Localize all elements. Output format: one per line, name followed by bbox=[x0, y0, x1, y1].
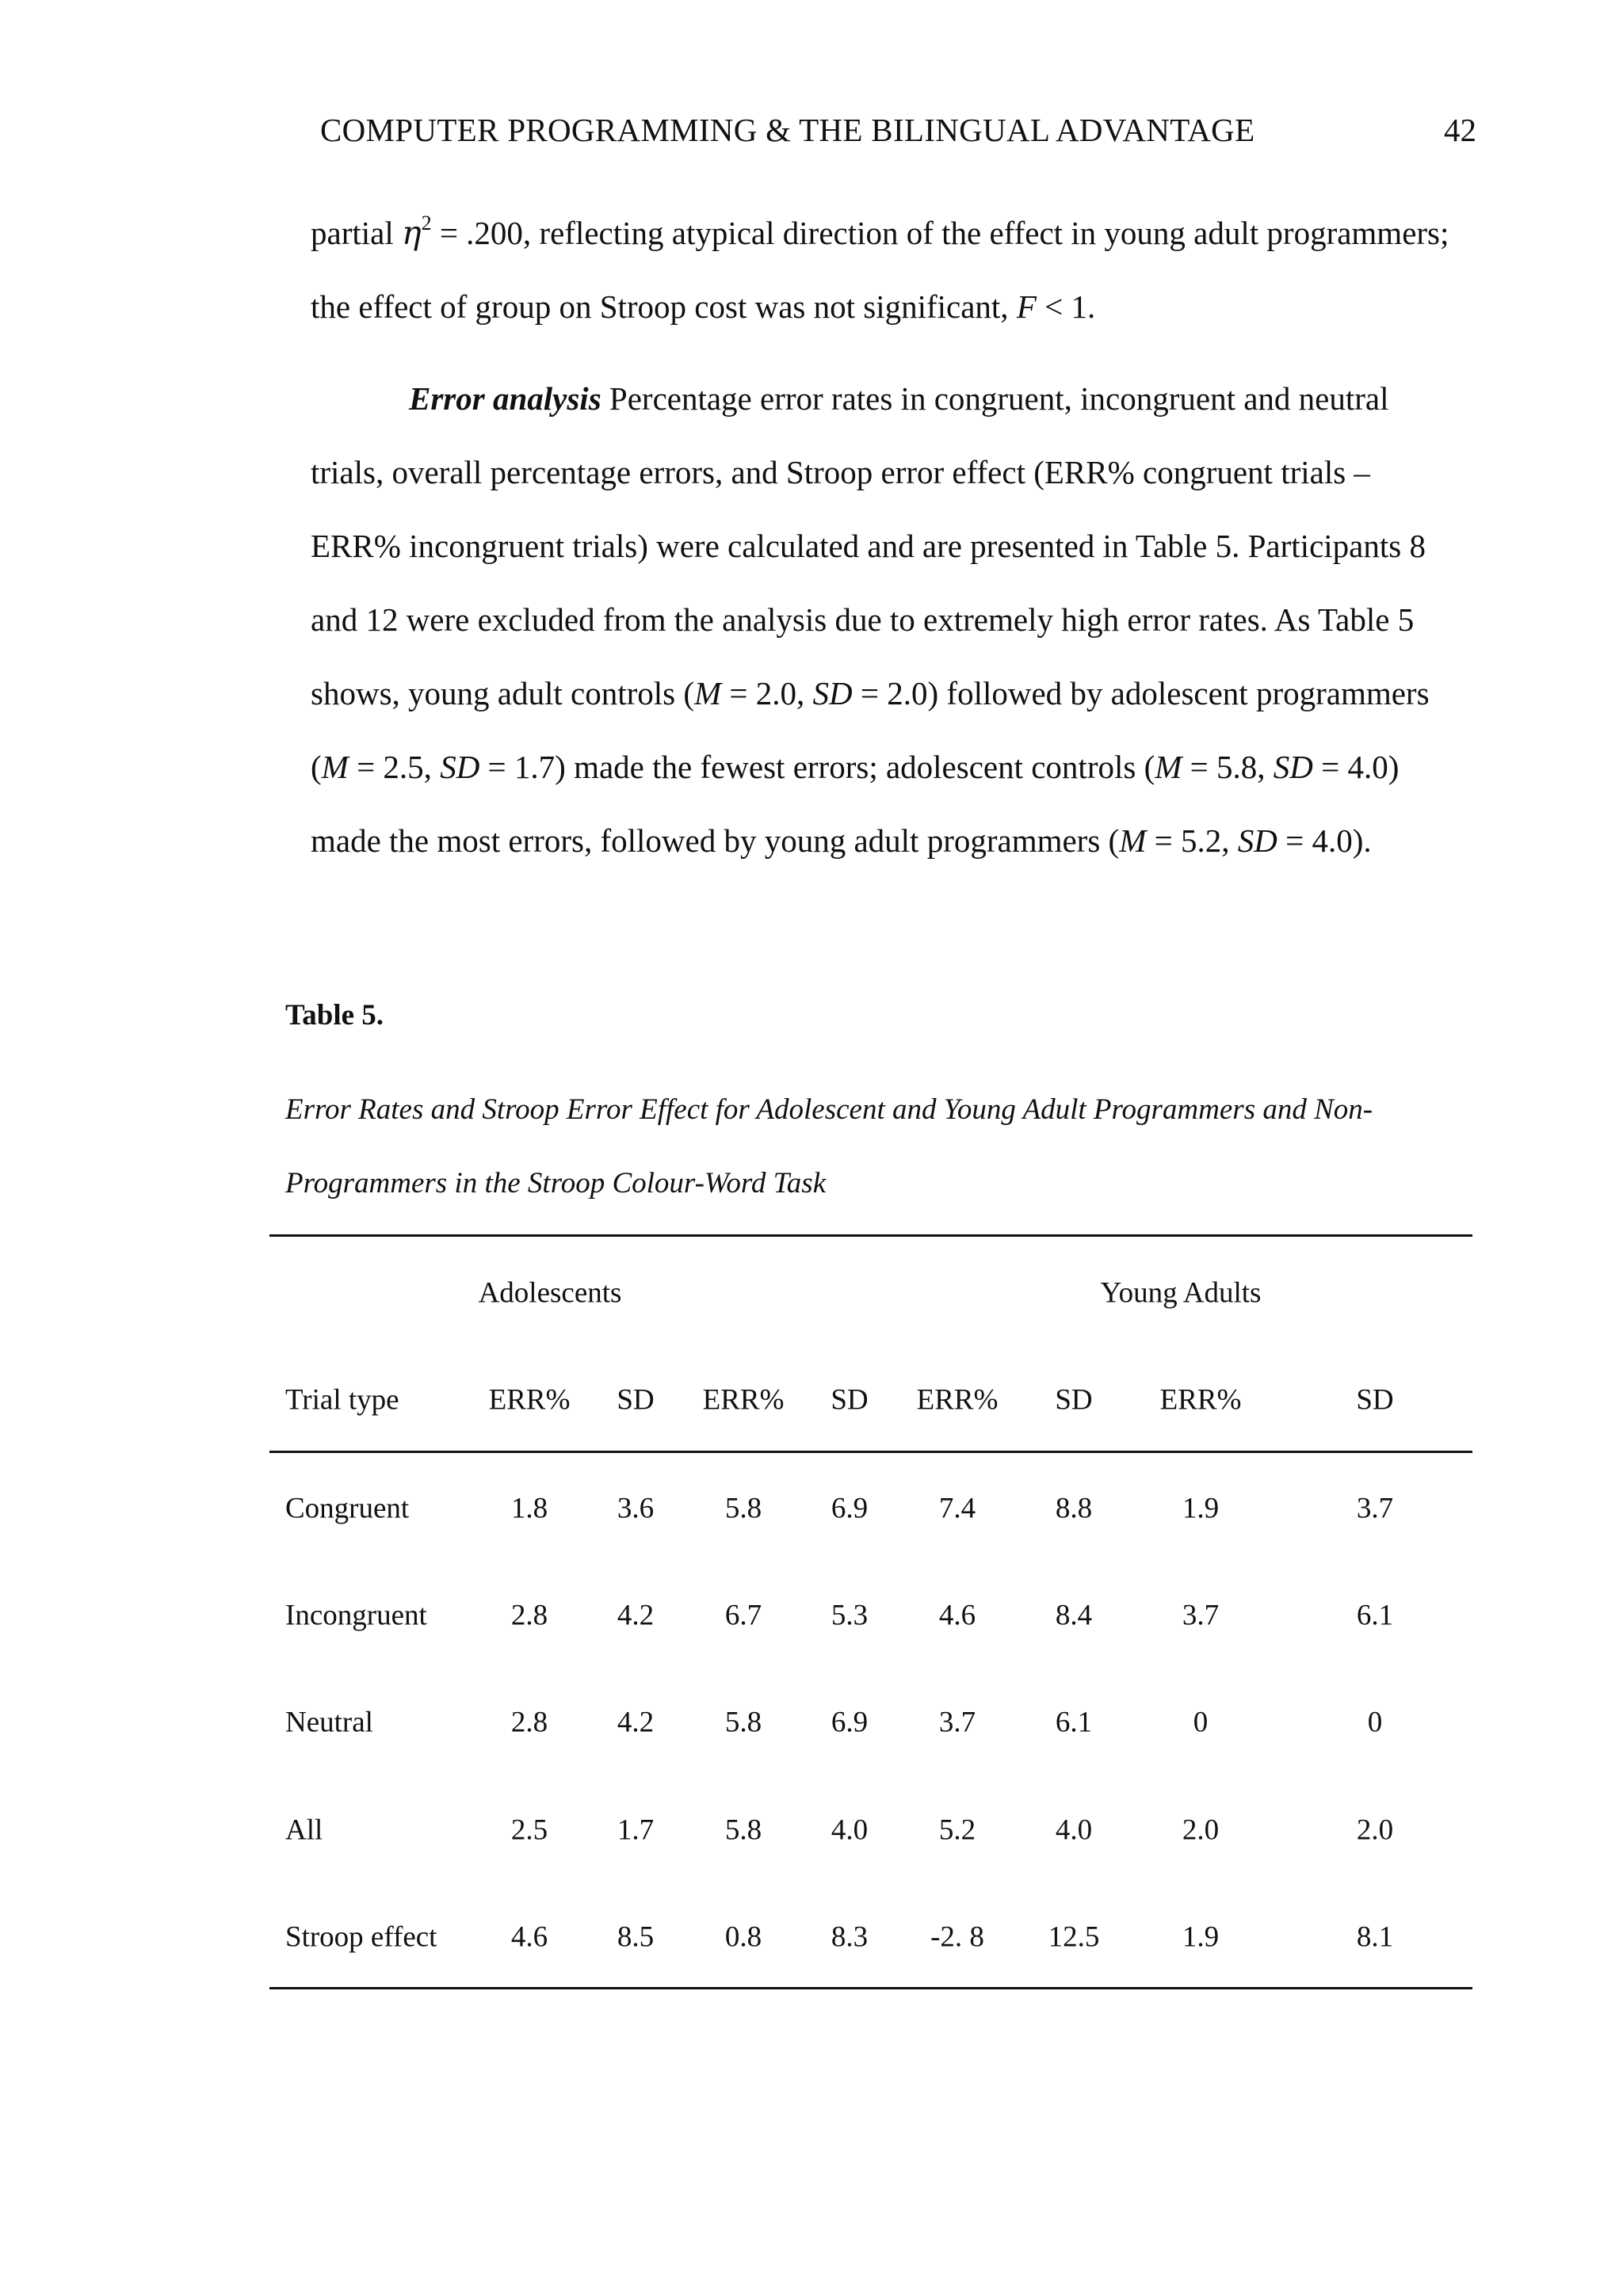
text-run: = 5.8, bbox=[1182, 749, 1274, 785]
table-cell: 5.3 bbox=[831, 1599, 869, 1632]
page-number: 42 bbox=[1444, 112, 1476, 148]
table-column-header: SD bbox=[831, 1383, 869, 1417]
table-cell: -2. 8 bbox=[930, 1920, 984, 1954]
table-cell: 0 bbox=[1193, 1706, 1209, 1739]
table-cell: 1.7 bbox=[617, 1814, 655, 1847]
table-cell: 4.0 bbox=[831, 1814, 869, 1847]
table-cell: 6.7 bbox=[724, 1599, 762, 1632]
superscript: 2 bbox=[421, 212, 432, 235]
text-run: = 4.0). bbox=[1277, 822, 1372, 859]
table-cell: 5.8 bbox=[724, 1492, 762, 1525]
table-row-label: Incongruent bbox=[285, 1599, 427, 1632]
italic-symbol: M bbox=[694, 675, 722, 711]
table-cell: 1.8 bbox=[510, 1492, 548, 1525]
table-column-header: ERR% bbox=[1159, 1383, 1242, 1417]
paragraph-line: trials, overall percentage errors, and Stroop error effect (ERR% congruent trials – bbox=[311, 454, 1370, 490]
table-cell: 2.0 bbox=[1356, 1814, 1394, 1847]
text-run: = 1.7) made the fewest errors; adolescent controls ( bbox=[479, 749, 1155, 785]
table-cell: 0.8 bbox=[724, 1920, 762, 1954]
table-cell: 8.1 bbox=[1356, 1920, 1394, 1954]
table-cell: 12.5 bbox=[1048, 1920, 1100, 1954]
table-group-header: Adolescents bbox=[478, 1276, 622, 1310]
table-column-header: Trial type bbox=[285, 1383, 399, 1417]
italic-symbol: M bbox=[1155, 749, 1182, 785]
text-run: = 2.0, bbox=[721, 675, 813, 711]
table-cell: 6.9 bbox=[831, 1706, 869, 1739]
table-row-label: All bbox=[285, 1814, 323, 1847]
caption-line: Programmers in the Stroop Colour-Word Task bbox=[285, 1167, 827, 1199]
table-rule-top bbox=[269, 1234, 1472, 1237]
paragraph-line bbox=[311, 196, 1449, 270]
text-run: made the most errors, followed by young adult programmers ( bbox=[311, 822, 1120, 859]
table-rule-header bbox=[269, 1451, 1472, 1453]
running-head: COMPUTER PROGRAMMING & THE BILINGUAL ADVANTAGE bbox=[320, 112, 1255, 148]
table-cell: 4.6 bbox=[938, 1599, 976, 1632]
table-cell: 2.8 bbox=[510, 1599, 548, 1632]
table-cell: 6.1 bbox=[1055, 1706, 1093, 1739]
text-run: = 4.0) bbox=[1312, 749, 1400, 785]
eta-symbol: η bbox=[401, 214, 422, 252]
section-heading: Error analysis bbox=[409, 380, 601, 417]
paragraph-line bbox=[311, 270, 1449, 344]
paragraph-line: and 12 were excluded from the analysis due to extremely high error rates. As Table 5 bbox=[311, 601, 1415, 638]
table-caption bbox=[285, 1073, 1373, 1220]
paragraph-effect-size bbox=[311, 196, 1449, 344]
caption-line: Error Rates and Stroop Error Effect for Adolescent and Young Adult Programmers and Non- bbox=[285, 1093, 1373, 1126]
table-label: Table 5. bbox=[285, 999, 384, 1032]
text-run: the effect of group on Stroop cost was not significant, bbox=[311, 288, 1017, 325]
table-column-header: ERR% bbox=[702, 1383, 785, 1417]
table-cell: 5.2 bbox=[938, 1814, 976, 1847]
table-column-header: ERR% bbox=[916, 1383, 999, 1417]
table-cell: 5.8 bbox=[724, 1814, 762, 1847]
text-run: = 2.0) followed by adolescent programmers bbox=[852, 675, 1430, 711]
table-rule-bottom bbox=[269, 1987, 1472, 1989]
italic-symbol: SD bbox=[440, 749, 480, 785]
table-cell: 1.9 bbox=[1182, 1920, 1220, 1954]
paragraph-line bbox=[311, 362, 1430, 436]
table-column-header: SD bbox=[1356, 1383, 1394, 1417]
table-cell: 4.0 bbox=[1055, 1814, 1093, 1847]
table-cell: 8.5 bbox=[617, 1920, 655, 1954]
table-row-label: Neutral bbox=[285, 1706, 373, 1739]
table-cell: 4.2 bbox=[617, 1599, 655, 1632]
table-row-label: Congruent bbox=[285, 1492, 410, 1525]
italic-symbol: M bbox=[1119, 822, 1147, 859]
paragraph-line bbox=[311, 657, 1430, 730]
text-run: = .200, reflecting atypical direction of the effect in young adult programmers; bbox=[431, 215, 1449, 251]
text-run: < 1. bbox=[1036, 288, 1096, 325]
table-cell: 3.6 bbox=[617, 1492, 655, 1525]
table-cell: 6.9 bbox=[831, 1492, 869, 1525]
table-cell: 2.8 bbox=[510, 1706, 548, 1739]
text-run: = 5.2, bbox=[1146, 822, 1238, 859]
table-cell: 4.2 bbox=[617, 1706, 655, 1739]
table-cell: 7.4 bbox=[938, 1492, 976, 1525]
table-cell: 4.6 bbox=[510, 1920, 548, 1954]
italic-symbol: F bbox=[1016, 288, 1037, 325]
paragraph-error-analysis bbox=[311, 362, 1430, 878]
table-cell: 8.8 bbox=[1055, 1492, 1093, 1525]
italic-symbol: M bbox=[321, 749, 349, 785]
table-cell: 1.9 bbox=[1182, 1492, 1220, 1525]
table-cell: 3.7 bbox=[1182, 1599, 1220, 1632]
italic-symbol: SD bbox=[1237, 822, 1277, 859]
text-run: shows, young adult controls ( bbox=[311, 675, 694, 711]
table-column-header: ERR% bbox=[488, 1383, 571, 1417]
table-column-header: SD bbox=[1055, 1383, 1093, 1417]
paragraph-line bbox=[311, 730, 1430, 804]
table-cell: 6.1 bbox=[1356, 1599, 1394, 1632]
table-column-header: SD bbox=[617, 1383, 655, 1417]
text-run: ( bbox=[311, 749, 322, 785]
table-cell: 3.7 bbox=[938, 1706, 976, 1739]
table-row-label: Stroop effect bbox=[285, 1920, 437, 1954]
table-group-header: Young Adults bbox=[1100, 1276, 1262, 1310]
italic-symbol: SD bbox=[1273, 749, 1313, 785]
italic-symbol: SD bbox=[812, 675, 853, 711]
text-run: partial bbox=[311, 215, 402, 251]
paragraph-line bbox=[311, 804, 1430, 878]
table-cell: 2.5 bbox=[510, 1814, 548, 1847]
table-cell: 0 bbox=[1367, 1706, 1383, 1739]
table-cell: 8.3 bbox=[831, 1920, 869, 1954]
table-cell: 8.4 bbox=[1055, 1599, 1093, 1632]
table-cell: 2.0 bbox=[1182, 1814, 1220, 1847]
paragraph-line: ERR% incongruent trials) were calculated and are presented in Table 5. Participants 8 bbox=[311, 528, 1426, 564]
table-cell: 5.8 bbox=[724, 1706, 762, 1739]
table-cell: 3.7 bbox=[1356, 1492, 1394, 1525]
text-run: = 2.5, bbox=[348, 749, 441, 785]
text-run: Percentage error rates in congruent, incongruent and neutral bbox=[601, 380, 1389, 417]
